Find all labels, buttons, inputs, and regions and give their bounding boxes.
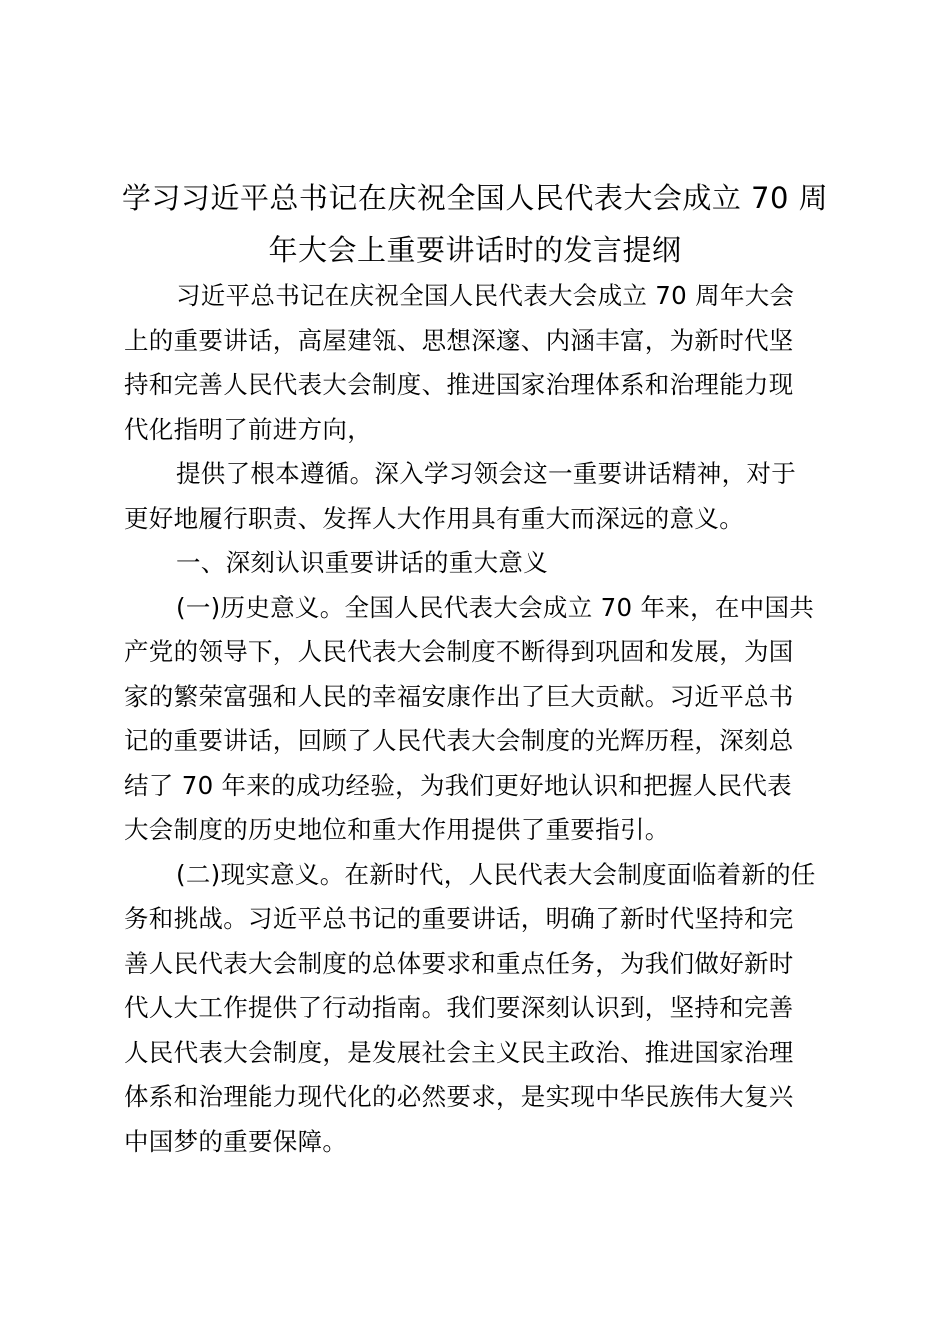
text-line: 提供了根本遵循。深入学习领会这一重要讲话精神，对于: [176, 459, 796, 488]
text-line: (二)现实意义。在新时代，人民代表大会制度面临着新的任: [176, 859, 816, 889]
text-line: (一)历史意义。全国人民代表大会成立 70 年来，在中国共: [176, 592, 815, 622]
text-line: 结了 70 年来的成功经验，为我们更好地认识和把握人民代表: [124, 770, 792, 800]
text-line: 产党的领导下，人民代表大会制度不断得到巩固和发展，为国: [124, 637, 794, 666]
text-line: 代人大工作提供了行动指南。我们要深刻认识到，坚持和完善: [124, 993, 794, 1022]
text-line: 中国梦的重要保障。: [124, 1126, 348, 1156]
text-line: 记的重要讲话，回顾了人民代表大会制度的光辉历程，深刻总: [124, 726, 794, 755]
text-line: 大会制度的历史地位和重大作用提供了重要指引。: [124, 815, 670, 844]
paragraph-historical-significance: [124, 586, 836, 853]
text-line: 体系和治理能力现代化的必然要求，是实现中华民族伟大复兴: [124, 1082, 794, 1111]
text-line: 务和挑战。习近平总书记的重要讲话，明确了新时代坚持和完: [124, 904, 794, 933]
text-line: 代化指明了前进方向，: [124, 414, 372, 444]
text-line: 家的繁荣富强和人民的幸福安康作出了巨大贡献。习近平总书: [124, 681, 794, 711]
text-line: 更好地履行职责、发挥人大作用具有重大而深远的意义。: [124, 503, 744, 533]
paragraph-guidance: [124, 452, 836, 541]
title-line-2: 年大会上重要讲话时的发言提纲: [268, 233, 682, 267]
paragraph-practical-significance: [124, 853, 836, 1165]
text-line: 持和完善人民代表大会制度、推进国家治理体系和治理能力现: [124, 370, 794, 399]
document-title: [110, 172, 840, 276]
text-line: 习近平总书记在庆祝全国人民代表大会成立 70 周年大会: [176, 281, 795, 310]
paragraph-intro: [124, 274, 836, 452]
section-heading-1: [124, 541, 836, 586]
text-line: 上的重要讲话，高屋建瓴、思想深邃、内涵丰富，为新时代坚: [124, 325, 794, 355]
title-line-1: 学习习近平总书记在庆祝全国人民代表大会成立 70 周: [121, 181, 829, 215]
text-line: 善人民代表大会制度的总体要求和重点任务，为我们做好新时: [124, 948, 794, 978]
heading-line: 一、深刻认识重要讲话的重大意义: [176, 548, 548, 577]
document-body: [124, 274, 836, 1164]
text-line: 人民代表大会制度，是发展社会主义民主政治、推进国家治理: [124, 1037, 794, 1067]
